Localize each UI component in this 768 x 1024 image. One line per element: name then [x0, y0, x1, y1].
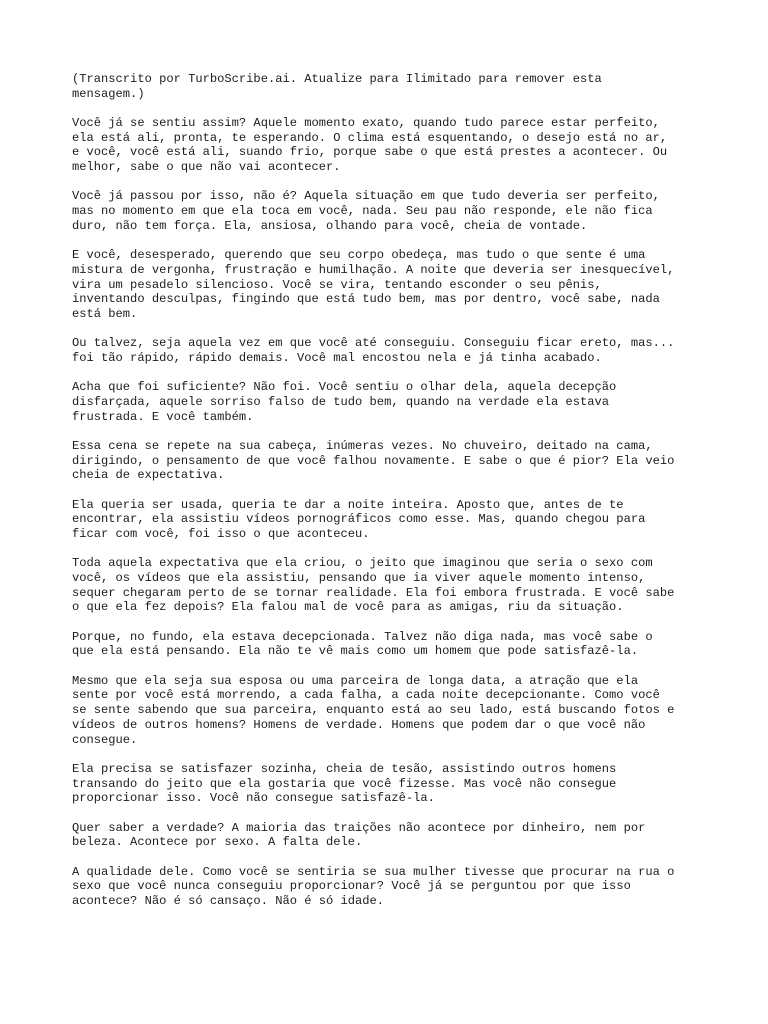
- paragraph: Ela queria ser usada, queria te dar a noite inteira. Aposto que, antes de te encontrar, ela assistiu vídeos pornográficos como esse. Mas, quando chegou para ficar com você, foi isso o que aconteceu.: [72, 497, 646, 542]
- paragraph: E você, desesperado, querendo que seu corpo obedeça, mas tudo o que sente é uma mistura de vergonha, frustração e humilhação. A noite que deveria ser inesquecível, vira um pesadelo silencioso. Você se vira, tentando esconder o seu pênis, inventando desculpas, fingindo que está tudo bem, mas por dentro, você sabe, nada está bem.: [72, 248, 675, 321]
- paragraph: A qualidade dele. Como você se sentiria se sua mulher tivesse que procurar na rua o sexo que você nunca conseguiu proporcionar? Você já se perguntou por que isso acontece? Não é só cansaço. Não é só idade.: [72, 864, 675, 908]
- paragraph: Acha que foi suficiente? Não foi. Você sentiu o olhar dela, aquela decepção disfarçada, aquele sorriso falso de tudo bem, quando na verdade ela estava frustrada. E você também.: [72, 380, 617, 424]
- paragraph: Você já se sentiu assim? Aquele momento exato, quando tudo parece estar perfeito, ela está ali, pronta, te esperando. O clima está esquentando, o desejo está no ar, e você, você está ali, suando frio, porque sabe o que está prestes a acontecer. Ou melhor, sabe o que não vai acontecer.: [72, 116, 668, 175]
- paragraph: Ela precisa se satisfazer sozinha, cheia de tesão, assistindo outros homens transando do jeito que ela gostaria que você fizesse. Mas você não consegue proporcionar isso. Você não consegue satisfazê-la.: [72, 761, 617, 806]
- paragraph: Mesmo que ela seja sua esposa ou uma parceira de longa data, a atração que ela sente por você está morrendo, a cada falha, a cada noite decepcionante. Como você se sente sabendo que sua parceira, enquanto está ao seu lado, está buscando fotos e vídeos de outros homens? Homens de verdade. Homens que podem dar o que você não consegue.: [72, 673, 675, 747]
- paragraph: Você já passou por isso, não é? Aquela situação em que tudo deveria ser perfeito, mas no momento em que ela toca em você, nada. Seu pau não responde, ele não fica duro, não tem força. Ela, ansiosa, olhando para você, cheia de vontade.: [72, 189, 660, 233]
- paragraph: Quer saber a verdade? A maioria das traições não acontece por dinheiro, nem por beleza. Acontece por sexo. A falta dele.: [72, 820, 646, 850]
- paragraph: Essa cena se repete na sua cabeça, inúmeras vezes. No chuveiro, deitado na cama, dirigindo, o pensamento de que você falhou novamente. E sabe o que é pior? Ela veio cheia de expectativa.: [72, 438, 675, 483]
- paragraph: Porque, no fundo, ela estava decepcionada. Talvez não diga nada, mas você sabe o que ela está pensando. Ela não te vê mais como um homem que pode satisfazê-la.: [72, 629, 653, 659]
- paragraph: Ou talvez, seja aquela vez em que você até conseguiu. Conseguiu ficar ereto, mas... foi tão rápido, rápido demais. Você mal encostou nela e já tinha acabado.: [72, 336, 675, 365]
- paragraph: Toda aquela expectativa que ela criou, o jeito que imaginou que seria o sexo com você, os vídeos que ela assistiu, pensando que ia viver aquele momento intenso, sequer chegaram perto de se tornar realidade. Ela foi embora frustrada. E você sabe o que ela fez depois? Ela falou mal de você para as amigas, riu da situação.: [72, 556, 675, 615]
- transcription-notice: (Transcrito por TurboScribe.ai. Atualize para Ilimitado para remover esta mensagem.): [72, 72, 602, 101]
